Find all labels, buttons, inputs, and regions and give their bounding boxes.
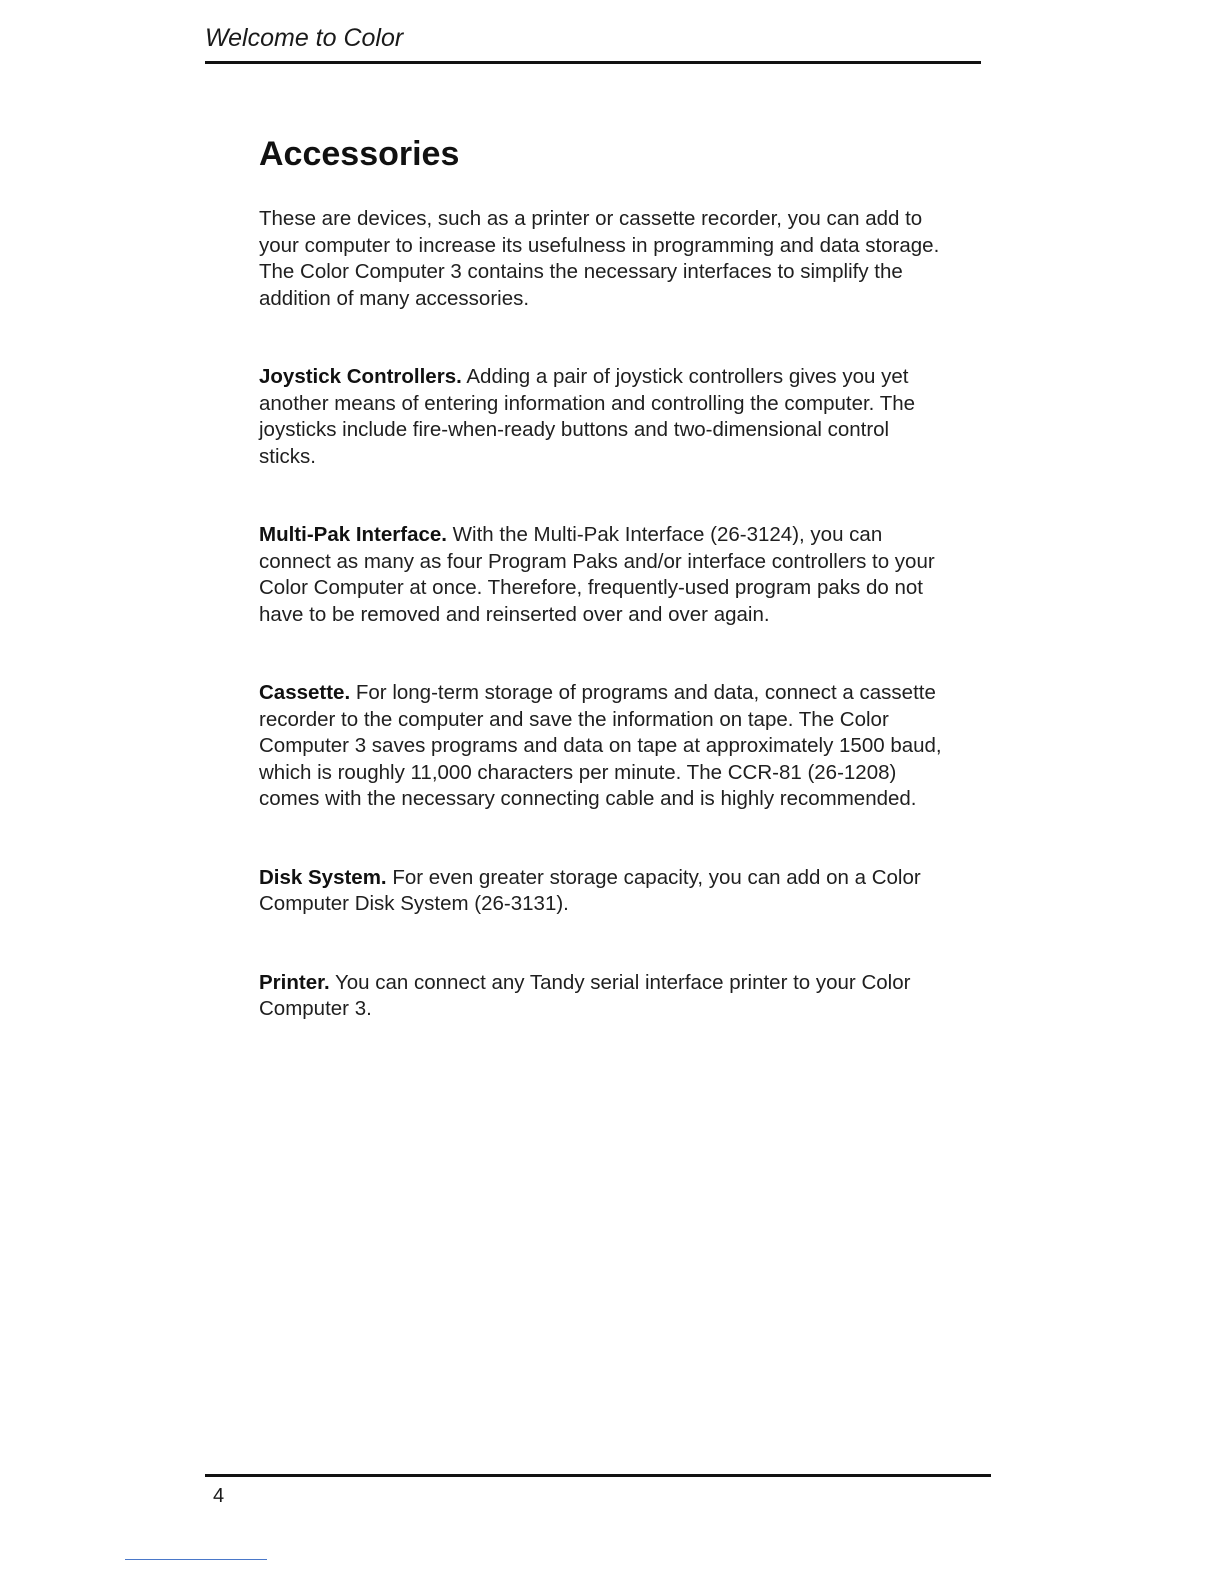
entry-text: For long-term storage of programs and data, connect a cassette recorder to the computer and save the information on tape. The Color Computer 3 saves programs and data on tape at approximately 1500 baud, which is roughly 11,000 characters per minute. The CCR-81 (26-1208) comes with the necessary connecting cable and is highly recommended. [259, 681, 942, 810]
entry-text: For even greater storage capacity, you can add on a Color Computer Disk System (26-3131). [259, 865, 921, 915]
entry-text: Adding a pair of joystick controllers gives you yet another means of entering information and controlling the computer. The joysticks include fire-when-ready buttons and two-dimensional control sticks. [259, 365, 916, 468]
entry-term: Printer. [259, 970, 330, 994]
page-number: 4 [213, 1485, 225, 1507]
entry-printer [259, 970, 949, 1023]
intro-paragraph: These are devices, such as a printer or cassette recorder, you can add to your computer to increase its usefulness in programming and data storage. The Color Computer 3 contains the necessary interfaces to simplify the addition of many accessories. [259, 207, 940, 310]
entry-term: Multi-Pak Interface. [259, 523, 447, 546]
entry-term: Joystick Controllers. [259, 365, 462, 388]
running-header: Welcome to Color [205, 24, 404, 52]
entry-text: With the Multi-Pak Interface (26-3124), you can connect as many as four Program Paks and/or interface controllers to your Color Computer at once. Therefore, frequently-used program paks do not have to be removed and reinserted over and over again. [259, 523, 935, 626]
entry-term: Disk System. [259, 865, 387, 889]
entry-disk-system [259, 865, 949, 918]
main-content [259, 130, 949, 1075]
entry-text: You can connect any Tandy serial interface printer to your Color Computer 3. [259, 970, 911, 1020]
footer-rule [205, 1474, 991, 1477]
entry-multi-pak-interface [259, 522, 949, 628]
entry-cassette [259, 680, 949, 813]
entry-term: Cassette. [259, 681, 351, 704]
header-rule [205, 61, 981, 64]
scan-edge-line [125, 1559, 267, 1560]
page-title: Accessories [259, 135, 460, 173]
entry-joystick-controllers [259, 364, 949, 470]
